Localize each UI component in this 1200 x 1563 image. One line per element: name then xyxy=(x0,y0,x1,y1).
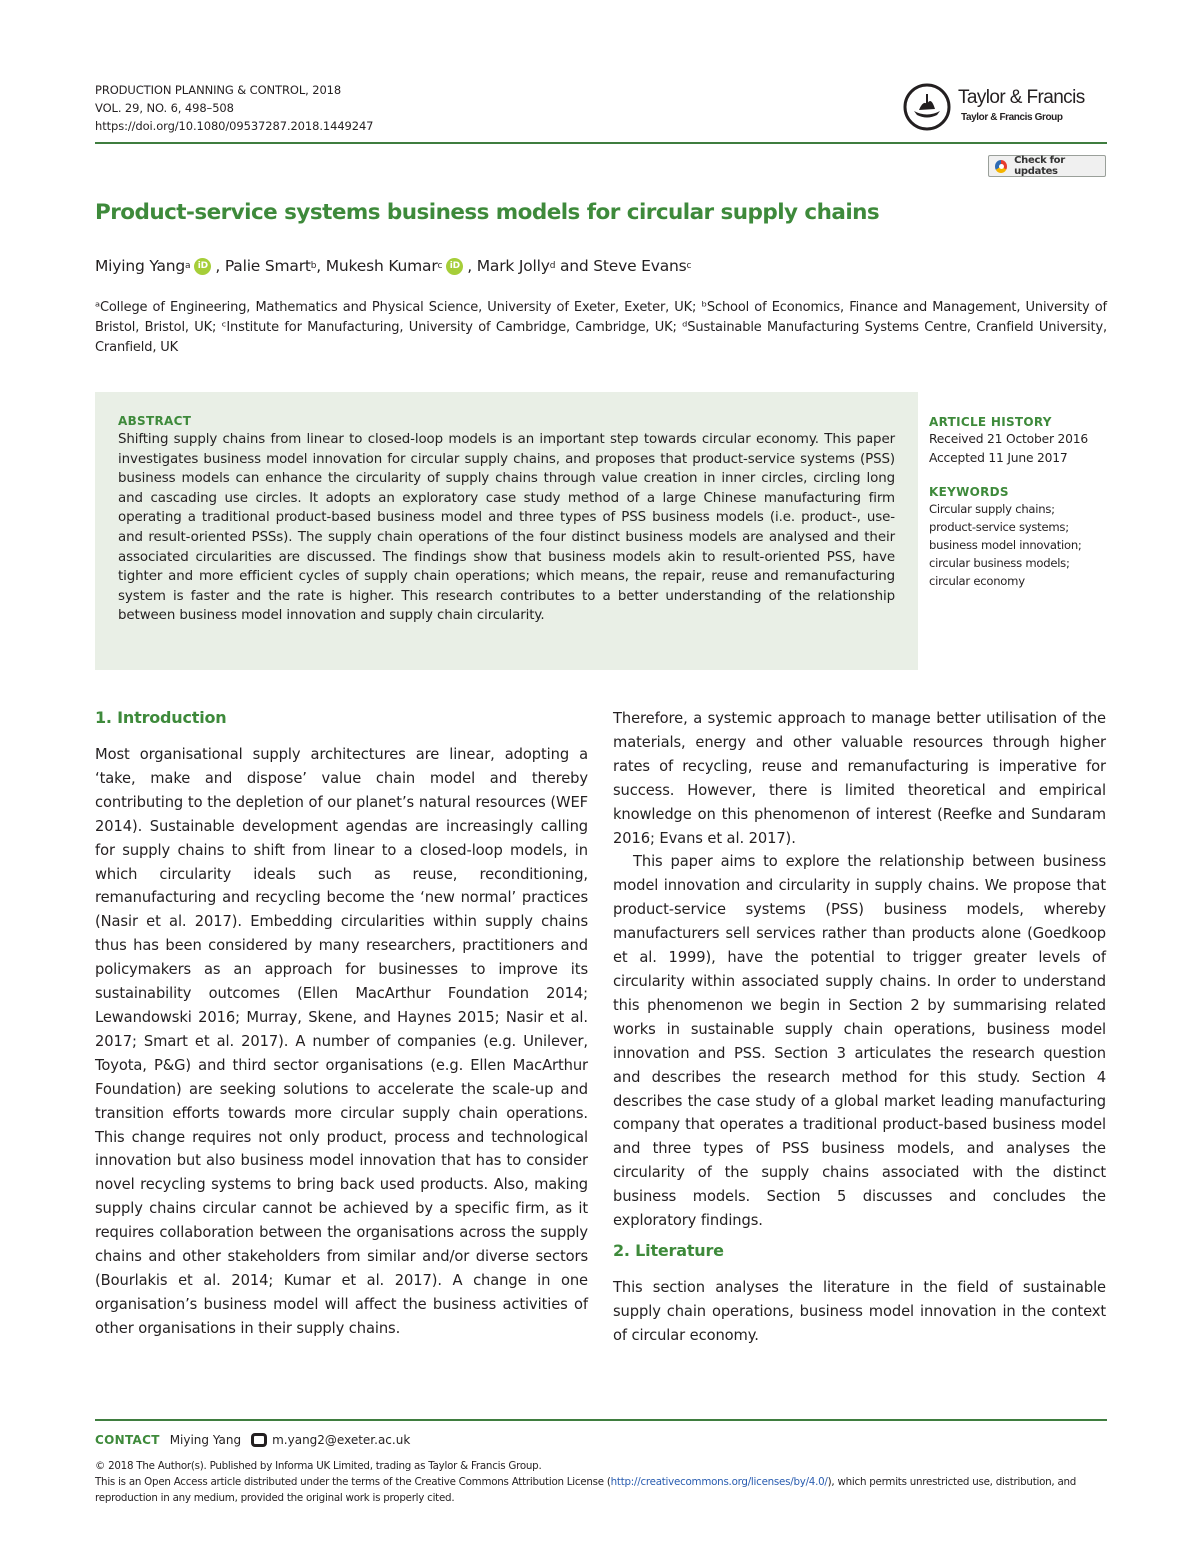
orcid-icon[interactable]: iD xyxy=(194,258,211,275)
journal-info xyxy=(95,81,373,135)
keywords-heading: KEYWORDS xyxy=(929,485,1009,499)
intro-paragraph: Most organisational supply architectures are linear, adopting a ‘take, make and dispose’ value chain model and thereby contributing to the depletion of our planet’s natural resources (WEF 2014). Sustainable development agendas are increasingly calling for supply chains to shift from linear to a closed-loop models, in which circularity ideals such as reuse, reconditioning, remanufacturing and recycling become the ‘new normal’ practices (Nasir et al. 2017). Embedding circularities within supply chains thus has been considered by many researchers, practitioners and policymakers as an approach for businesses to improve its sustainability outcomes (Ellen MacArthur Foundation 2014; Lewandowski 2016; Murray, Skene, and Haynes 2015; Nasir et al. 2017; Smart et al. 2017). A number of companies (e.g. Unilever, Toyota, P&G) and third sector organisations (e.g. Ellen MacArthur Foundation) are seeking solutions to accelerate the scale-up and transition efforts towards more circular supply chain operations. This change requires not only product, process and technological innovation but also business model innovation that has to consider novel recycling systems to bring back used products. Also, making supply chains circular cannot be achieved by a specific firm, as it requires collaboration between the organisations across the supply chains and other stakeholders from similar and/or diverse sectors (Bourlakis et al. 2014; Kumar et al. 2017). A change in one organisation’s business model will affect the business activities of other organisations in their supply chains. xyxy=(95,746,588,1337)
keyword-item[interactable]: Circular supply chains; xyxy=(929,502,1055,516)
keyword-item[interactable]: business model innovation; xyxy=(929,538,1082,552)
abstract-panel xyxy=(95,392,918,670)
keyword-item[interactable]: circular business models; xyxy=(929,556,1070,570)
journal-name: PRODUCTION PLANNING & CONTROL, 2018 xyxy=(95,83,342,97)
author-name[interactable]: Palie Smart xyxy=(224,257,311,275)
affiliation-marker: c xyxy=(437,261,443,271)
author-list xyxy=(95,257,691,275)
section-heading-literature: 2. Literature xyxy=(613,1241,724,1260)
author-separator: , xyxy=(316,257,326,275)
right-column xyxy=(613,707,1106,1233)
author-name[interactable]: Steve Evans xyxy=(593,257,687,275)
publisher-logo[interactable] xyxy=(902,80,1112,136)
affiliations: ᵃCollege of Engineering, Mathematics and Physical Science, University of Exeter, Exeter, UK; ᵇSchool of Economics, Finance and Management, University of Bristol, Bristol, UK; ᶜInstitute for Manufacturing, University of Cambridge, Cambridge, UK; ᵈSustainable Manufacturing Systems Centre, Cranfield University, Cranfield, UK xyxy=(95,300,1107,355)
keyword-item[interactable]: product-service systems; xyxy=(929,520,1069,534)
literature-paragraph: This section analyses the literature in the field of sustainable supply chain operations, business model innovation in the context of circular economy. xyxy=(613,1279,1106,1344)
license-link[interactable]: http://creativecommons.org/licenses/by/4.0/ xyxy=(610,1476,828,1488)
affiliation-marker: c xyxy=(686,261,692,271)
author-separator: , xyxy=(467,257,477,275)
abstract-text: Shifting supply chains from linear to closed-loop models is an important step towards circular economy. This paper investigates business model innovation for circular supply chains, and proposes that product-service systems (PSS) business models can enhance the circularity of supply chains through value creation in inner circles, circling long and cascading use circles. It adopts an exploratory case study method of a large Chinese manufacturing firm operating a traditional product-based business model and three types of PSS business models (i.e. product-, use- and result-oriented PSSs). The supply chain operations of the four distinct business models are analysed and their associated circularities are discussed. The findings show that business models akin to result-oriented PSS, have tighter and more efficient cycles of supply chain operations; which means, the repair, reuse and remanufacturing system is faster and the rate is higher. This research contributes to a better understanding of the relationship between business model innovation and supply chain circularity. xyxy=(118,432,895,624)
doi-link[interactable]: https://doi.org/10.1080/09537287.2018.1449247 xyxy=(95,119,374,133)
history-heading: ARTICLE HISTORY xyxy=(929,415,1052,429)
email-icon xyxy=(251,1433,267,1447)
license-text-post: ), which permits unrestricted use, distribution, and reproduction in any medium, provided the original work is properly cited. xyxy=(95,1476,1077,1504)
keyword-item[interactable]: circular economy xyxy=(929,574,1025,588)
taylor-francis-emblem-icon xyxy=(902,82,952,132)
abstract-heading: ABSTRACT xyxy=(118,414,192,428)
license-notice xyxy=(95,1458,1107,1506)
author-name[interactable]: Miying Yang xyxy=(95,257,186,275)
intro-paragraph-continued: Therefore, a systemic approach to manage better utilisation of the materials, energy and other valuable resources through higher rates of recycling, reuse and remanufacturing is imperative for success. However, there is limited theoretical and empirical knowledge on this phenomenon of interest (Reefke and Sundaram 2016; Evans et al. 2017). xyxy=(613,710,1106,847)
received-date: Received 21 October 2016 xyxy=(929,432,1089,446)
orcid-icon[interactable]: iD xyxy=(446,258,463,275)
journal-volume: VOL. 29, NO. 6, 498–508 xyxy=(95,101,234,115)
author-name[interactable]: Mukesh Kumar xyxy=(325,257,438,275)
left-column xyxy=(95,743,588,1341)
article-history xyxy=(929,414,1114,467)
license-text-pre: This is an Open Access article distributed under the terms of the Creative Commons Attribution License ( xyxy=(95,1476,611,1488)
keywords xyxy=(929,484,1114,590)
crossmark-icon xyxy=(995,160,1007,173)
contact-email[interactable]: m.yang2@exeter.ac.uk xyxy=(272,1433,411,1447)
contact-name: Miying Yang xyxy=(169,1433,242,1447)
article-title: Product-service systems business models for circular supply chains xyxy=(95,200,880,225)
literature-column xyxy=(613,1276,1106,1348)
header-rule xyxy=(95,142,1107,144)
affiliation-marker: a xyxy=(185,261,191,271)
author-separator: and xyxy=(555,257,594,275)
affiliation-marker: d xyxy=(549,261,556,271)
author-name[interactable]: Mark Jolly xyxy=(476,257,550,275)
check-updates-label: Check for updates xyxy=(1014,155,1065,177)
aims-paragraph: This paper aims to explore the relationship between business model innovation and circularity in supply chains. We propose that product-service systems (PSS) business models, whereby manufacturers sell services rather than products alone (Goedkoop et al. 1999), have the potential to trigger greater levels of circularity within associated supply chains. In order to understand this phenomenon we begin in Section 2 by summarising related works in sustainable supply chain operations, business model innovation and PSS. Section 3 articulates the research question and describes the research method for this study. Section 4 describes the case study of a global market leading manufacturing company that operates a traditional product-based business model and three types of PSS business models, and analyses the circularity of the supply chains associated with the distinct business models. Section 5 discusses and concludes the exploratory findings. xyxy=(613,853,1106,1230)
author-separator: , xyxy=(215,257,225,275)
affiliation-marker: b xyxy=(310,261,317,271)
publisher-group: Taylor & Francis Group xyxy=(961,112,1063,123)
contact-line xyxy=(95,1433,410,1447)
section-heading-introduction: 1. Introduction xyxy=(95,708,227,727)
license-text xyxy=(95,1474,1107,1506)
check-updates-button[interactable] xyxy=(988,155,1106,177)
footer-rule xyxy=(95,1419,1107,1421)
publisher-name: Taylor & Francis xyxy=(958,87,1085,108)
accepted-date: Accepted 11 June 2017 xyxy=(929,450,1068,465)
copyright-line: © 2018 The Author(s). Published by Informa UK Limited, trading as Taylor & Francis Group. xyxy=(95,1460,542,1472)
contact-label: CONTACT xyxy=(95,1433,160,1447)
